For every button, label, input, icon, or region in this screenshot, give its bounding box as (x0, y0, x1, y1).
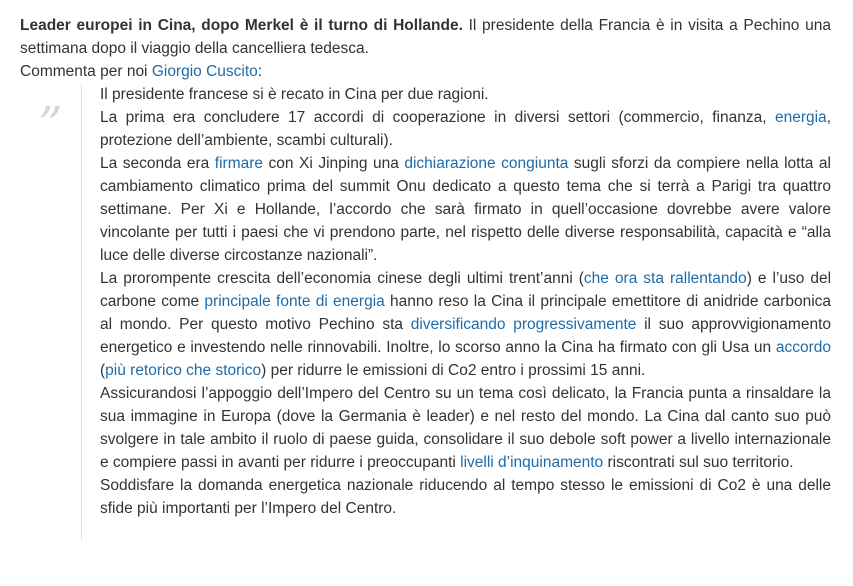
blockquote (20, 83, 831, 520)
text-segment: ) per ridurre le emissioni di Co2 entro i prossimi 15 anni. (261, 362, 646, 379)
text-segment: hanno reso la Cina il principale emettitore di anidride carbonica al mondo. Per questo motivo Pechino sta (100, 293, 832, 333)
article-body (20, 0, 831, 520)
text-segment: La prorompente crescita dell’economia cinese degli ultimi trent’anni ( (100, 270, 584, 287)
link-accordo[interactable]: accordo (775, 339, 831, 356)
link-diversificando[interactable]: diversificando progressivamente (410, 316, 637, 333)
text-segment: La prima era concludere 17 accordi di cooperazione in diversi settori (commercio, finanza, (100, 109, 775, 126)
link-rallentando[interactable]: che ora sta rallentando (583, 270, 747, 287)
text-segment: ) e l’uso del carbone come (100, 270, 832, 310)
quote-paragraph-4 (100, 267, 831, 382)
link-dichiarazione-congiunta[interactable]: dichiarazione congiunta (404, 155, 569, 172)
quote-paragraph-1: Il presidente francese si è recato in Cina per due ragioni. (100, 86, 489, 103)
link-inquinamento[interactable]: livelli d’inquinamento (460, 454, 604, 471)
quote-mark-icon: ” (38, 97, 63, 153)
text-segment: il suo approvvigionamento energetico e investendo nelle rinnovabili. Inoltre, lo scorso anno la Cina ha firmato con gli Usa un (100, 316, 831, 356)
intro-text: Il presidente della Francia è in visita a Pechino una settimana dopo il viaggio della cancelliera tedesca. (20, 17, 831, 57)
text-segment: sugli sforzi da compiere nella lotta al cambiamento climatico prima del summit Onu dedicato a questo tema che si terrà a Parigi tra quattro settimane. Per Xi e Hollande, l’accordo che sarà firmato in quell’occasione dovrebbe avere valore vincolante per tutti i paesi che vi prendono parte, nel rispetto delle diverse responsabilità, capacità e “alla luce delle diverse circostanze nazionali”. (100, 155, 831, 264)
quote-divider (81, 85, 82, 540)
quote-paragraph-5 (100, 382, 831, 474)
text-segment: , protezione dell’ambiente, scambi culturali). (100, 109, 831, 149)
text-segment: La seconda era (100, 155, 215, 172)
text-segment: con Xi Jinping una (263, 155, 405, 172)
text-segment: ( (100, 362, 106, 379)
commentary-suffix: : (257, 63, 263, 80)
quote-paragraph-2 (100, 106, 831, 152)
headline: Leader europei in Cina, dopo Merkel è il turno di Hollande. (20, 17, 463, 34)
link-energia[interactable]: energia (774, 109, 827, 126)
author-link[interactable]: Giorgio Cuscito (151, 63, 258, 80)
quote-paragraph-3 (100, 152, 831, 267)
text-segment: riscontrati sul suo territorio. (603, 454, 794, 471)
intro-paragraph (20, 14, 831, 60)
commentary-prefix: Commenta per noi (20, 63, 152, 80)
link-fonte-energia[interactable]: principale fonte di energia (204, 293, 385, 310)
commentary-credit (20, 60, 831, 83)
quote-paragraph-6: Soddisfare la domanda energetica nazionale riducendo al tempo stesso le emissioni di Co2 è una delle sfide più importanti per l’Impero del Centro. (100, 477, 831, 517)
link-retorico[interactable]: più retorico che storico (105, 362, 262, 379)
text-segment: Assicurandosi l’appoggio dell’Impero del Centro su un tema così delicato, la Francia punta a rinsaldare la sua immagine in Europa (dove la Germania è leader) e nel resto del mondo. La Cina dal canto suo può svolgere in tale ambito il ruolo di paese guida, consolidare il suo debole soft power a livello internazionale e compiere passi in avanti per ridurre i preoccupanti (100, 385, 831, 471)
link-firmare[interactable]: firmare (214, 155, 264, 172)
